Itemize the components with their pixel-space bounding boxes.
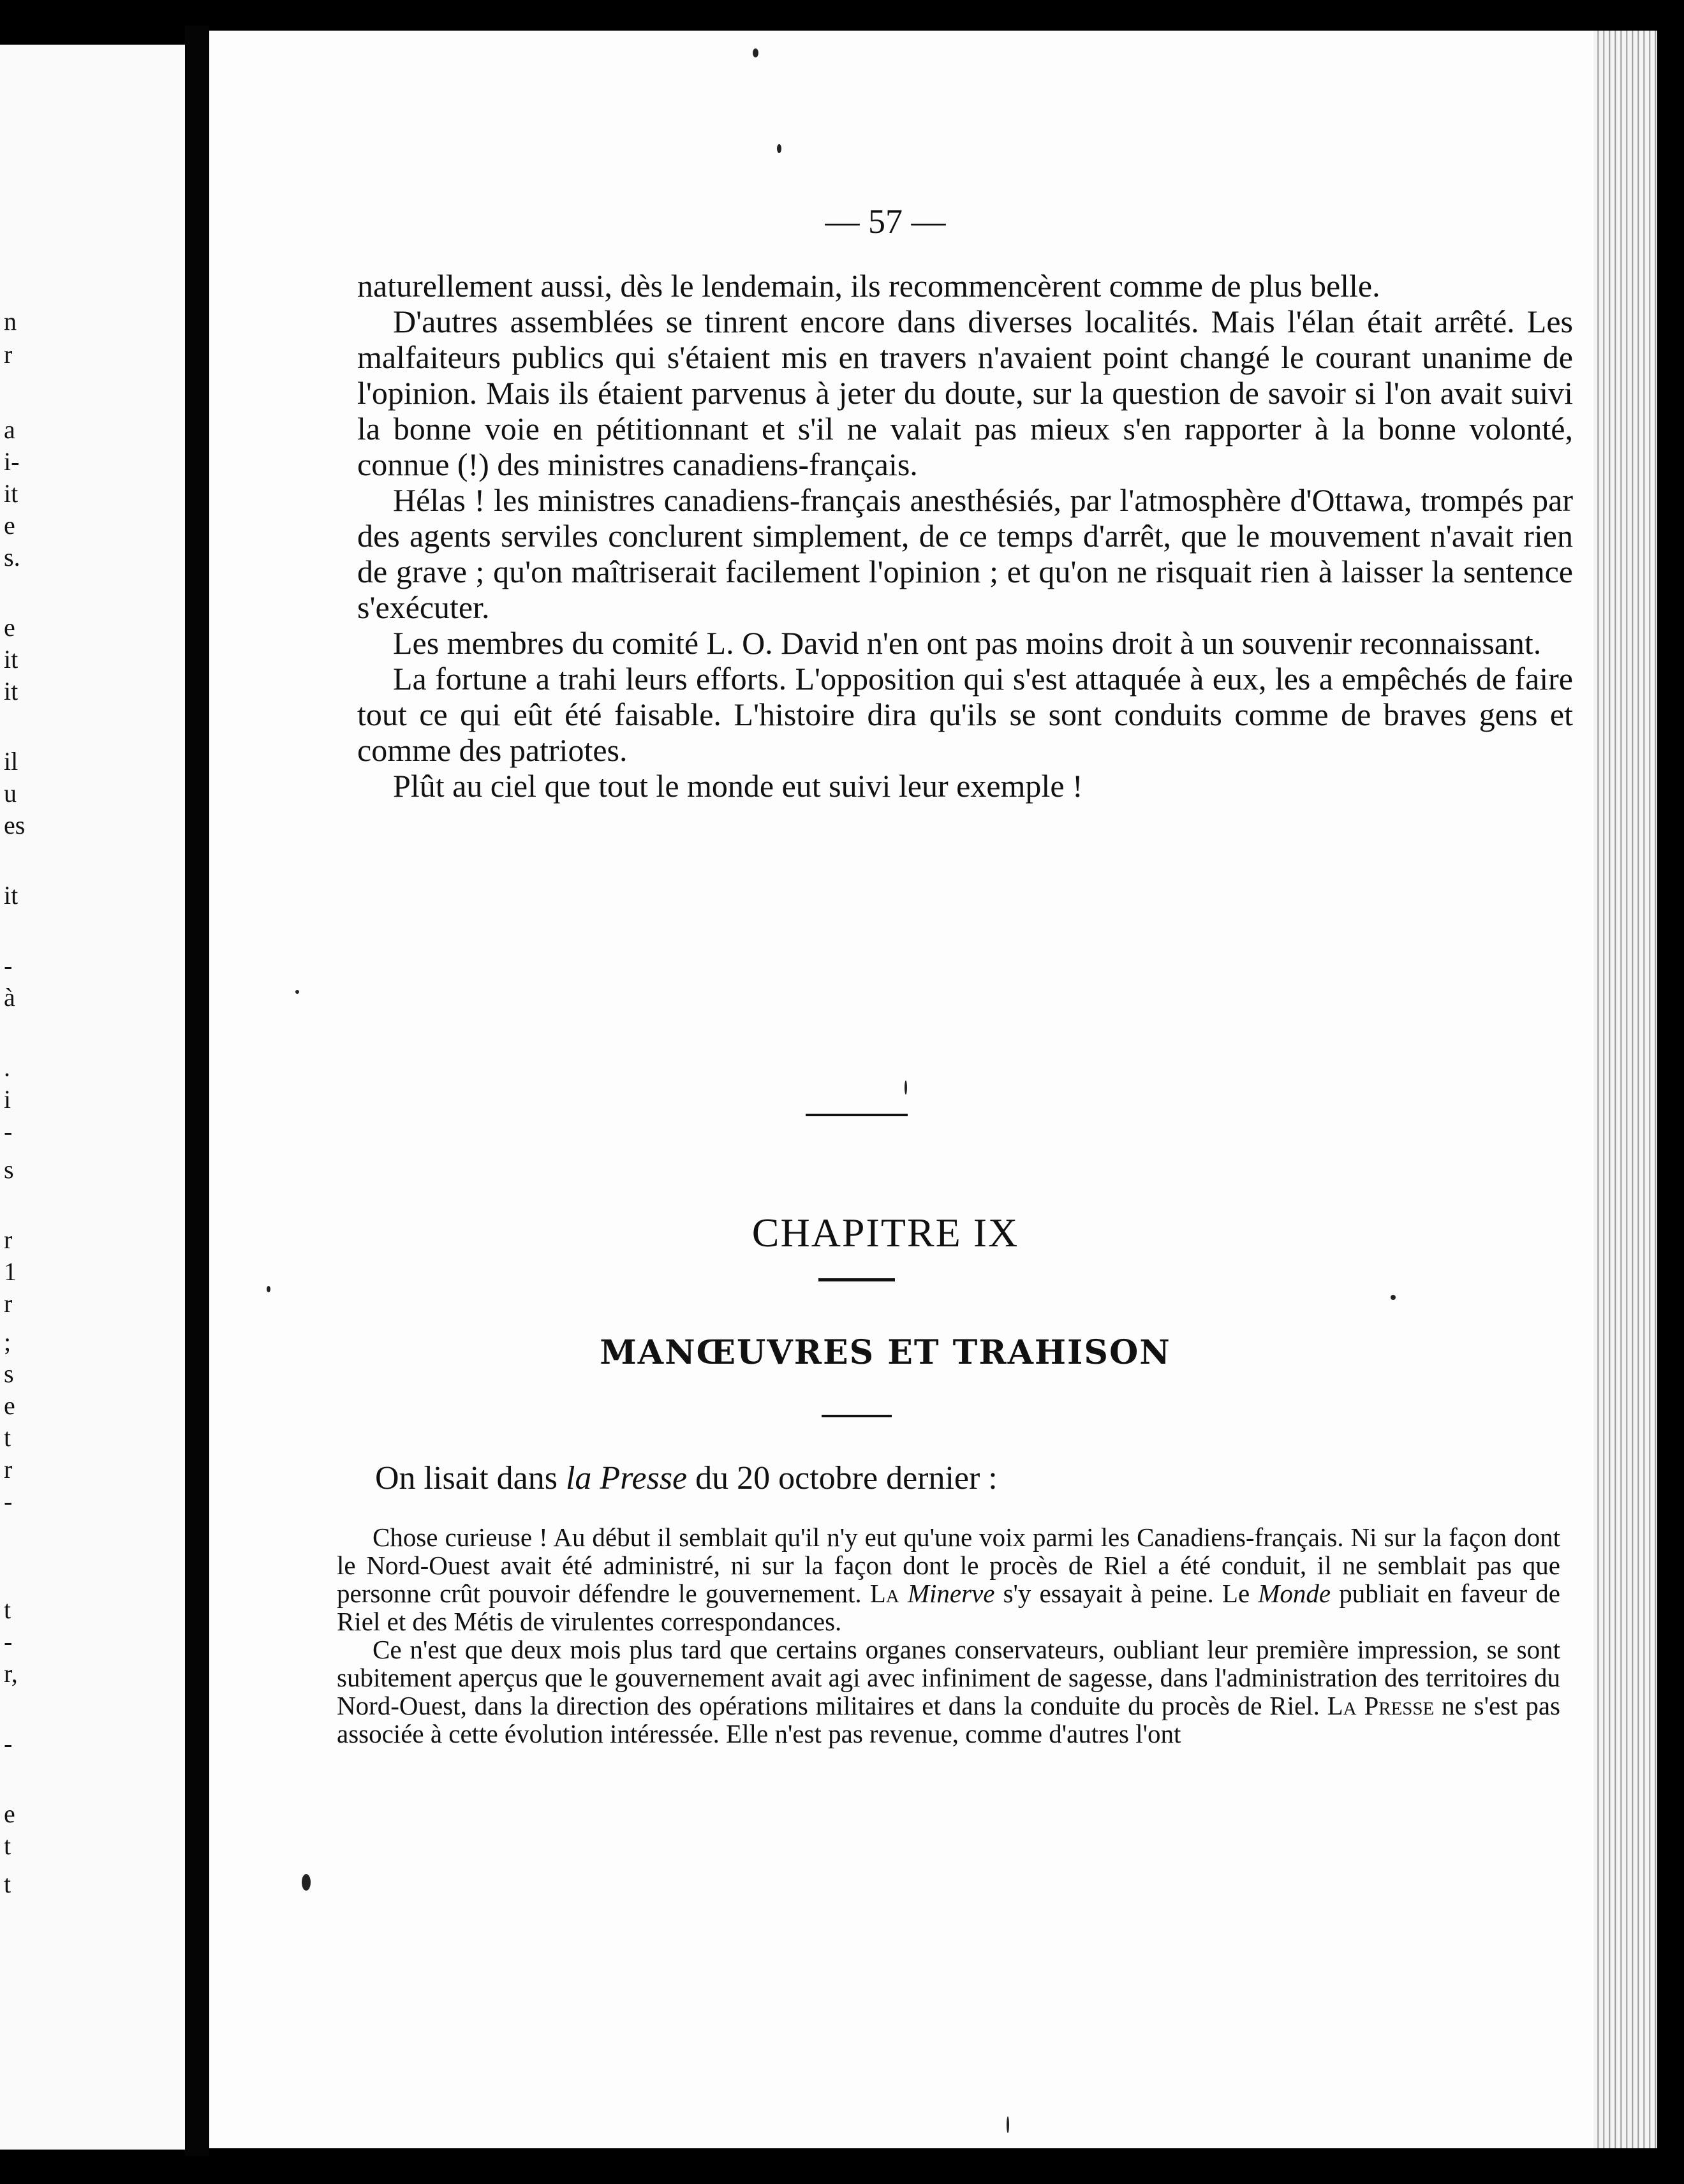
scan-speck [1007, 2116, 1009, 2133]
newspaper-quote [337, 1523, 1560, 1748]
left-page-fragment: t [4, 1870, 11, 1898]
quote-paragraph [337, 1523, 1560, 1635]
left-page-fragment: a [4, 415, 15, 444]
newspaper-name: Monde [1258, 1579, 1331, 1608]
left-page-fragment: r [4, 1455, 13, 1484]
left-page-fragment: i- [4, 447, 20, 476]
left-page-fragment: s [4, 1155, 14, 1184]
left-page-fragment: 1 [4, 1257, 17, 1286]
left-page-fragment: r [4, 1225, 13, 1254]
left-page-fragment: ; [4, 1327, 11, 1356]
left-page-fragment: e [4, 1799, 15, 1828]
scan-speck [302, 1874, 311, 1891]
quote-text: Chose curieuse ! Au début il semblait qu'il n'y eut qu'une voix parmi les Canadiens-français. Ni sur la façon dont le Nord-Ouest avait été administré, ni sur la façon dont le procès de Riel a été conduit, il ne semblait pas que personne crût pouvoir défendre le gouvernement. [337, 1523, 1560, 1608]
left-page-fragment: il [4, 747, 18, 776]
left-page-fragment: it [4, 677, 18, 705]
left-page-fragment: e [4, 511, 15, 540]
book-gutter [185, 26, 209, 2156]
paragraph: Plût au ciel que tout le monde eut suivi leur exemple ! [393, 768, 1083, 804]
left-page-fragment: it [4, 881, 18, 910]
quote-paragraph [337, 1635, 1560, 1748]
scan-speck [905, 1081, 907, 1095]
paragraph: D'autres assemblées se tinrent encore dans diverses localités. Mais l'élan était arrêté. Les malfaiteurs publics qui s'étaient mis en travers n'avaient point changé le courant unanime de l'opinion. Mais ils étaient parvenus à jeter du doute, sur la question de savoir si l'on avait suivi la bonne voie en pétitionnant et s'il ne valait pas mieux s'en rapporter à la bonne volonté, connue (!) des ministres canadiens-français. [357, 304, 1573, 482]
quote-text: s'y essayait à peine. Le [994, 1579, 1259, 1608]
scan-speck [267, 1286, 270, 1292]
quote-text: ne s'est pas associée à cette évolution intéressée. Elle n'est pas revenue, comme d'autres l'ont [337, 1691, 1560, 1748]
scan-speck [753, 48, 758, 57]
left-page-fragment: e [4, 613, 15, 642]
paragraph: naturellement aussi, dès le lendemain, ils recommencèrent comme de plus belle. [357, 268, 1380, 304]
quote-text: Ce n'est que deux mois plus tard que certains organes conservateurs, oubliant leur première impression, se sont subitement aperçus que le gouvernement avait agi avec infiniment de sagesse, dans l'administration des territoires du Nord-Ouest, dans la direction des opérations militaires et dans la conduite du procès de Riel. [337, 1635, 1560, 1720]
left-page-fragment: t [4, 1423, 11, 1452]
left-page-fragment: - [4, 1627, 13, 1656]
quote-intro-text: On lisait dans [375, 1460, 566, 1496]
left-page-fragment: - [4, 1117, 13, 1146]
left-page-fragment: r [4, 1289, 13, 1318]
chapter-title: CHAPITRE IX [751, 1210, 1019, 1255]
quote-intro [375, 1459, 1562, 1497]
paragraph: La fortune a trahi leurs efforts. L'opposition qui s'est attaquée à eux, les a empêchés de faire tout ce qui eût été faisable. L'histoire dira qu'ils se sont conduits comme de braves gens et comme des patriotes. [357, 661, 1573, 768]
chapter-heading: MANŒUVRES ET TRAHISON [600, 1333, 1171, 1372]
newspaper-name: Minerve [907, 1579, 995, 1608]
paragraph: Hélas ! les ministres canadiens-français anesthésiés, par l'atmosphère d'Ottawa, trompés par des agents serviles conclurent simplement, de ce temps d'arrêt, que le mouvement n'avait rien de grave ; qu'on maîtriserait facilement l'opinion ; et qu'on ne risquait rien à laisser la sentence s'exécuter. [357, 482, 1573, 625]
left-page-fragment: i [4, 1085, 11, 1114]
body-text [357, 268, 1573, 804]
left-page-fragment: s. [4, 543, 20, 572]
left-page-fragment: - [4, 951, 13, 980]
newspaper-name: la Presse [565, 1460, 688, 1496]
left-page-fragment: - [4, 1729, 13, 1758]
separator-rule [818, 1278, 895, 1281]
left-page-fragment: . [4, 1053, 10, 1082]
left-page-fragment: s [4, 1359, 14, 1388]
paragraph: Les membres du comité L. O. David n'en ont pas moins droit à un souvenir reconnaissant. [393, 625, 1542, 661]
left-page-fragment: n [4, 307, 17, 336]
left-page-edge [0, 45, 185, 2150]
left-page-fragment: it [4, 479, 18, 508]
left-page-fragment: t [4, 1831, 11, 1860]
left-page-fragment: à [4, 983, 15, 1012]
scan-speck [295, 990, 299, 994]
left-page-fragment: r, [4, 1659, 18, 1688]
quote-text: publiait en faveur de Riel et des Métis de virulentes correspondances. [337, 1579, 1560, 1636]
left-page-fragment: it [4, 645, 18, 674]
book-page [209, 31, 1657, 2148]
left-page-fragment: e [4, 1391, 15, 1420]
page-edge-stack [1593, 31, 1657, 2148]
separator-rule [806, 1114, 908, 1116]
page-number: — 57 — [825, 202, 946, 240]
left-page-fragment: u [4, 779, 17, 808]
separator-rule [822, 1415, 892, 1417]
left-page-fragment: t [4, 1595, 11, 1624]
quote-intro-text: du 20 octobre dernier : [687, 1460, 998, 1496]
scan-speck [777, 144, 781, 153]
newspaper-name: La Presse [1327, 1691, 1435, 1720]
scan-speck [1391, 1295, 1396, 1300]
left-page-fragment: - [4, 1487, 13, 1516]
left-page-fragment: r [4, 340, 13, 369]
left-page-fragment: es [4, 811, 26, 839]
quote-text: La [869, 1579, 908, 1608]
